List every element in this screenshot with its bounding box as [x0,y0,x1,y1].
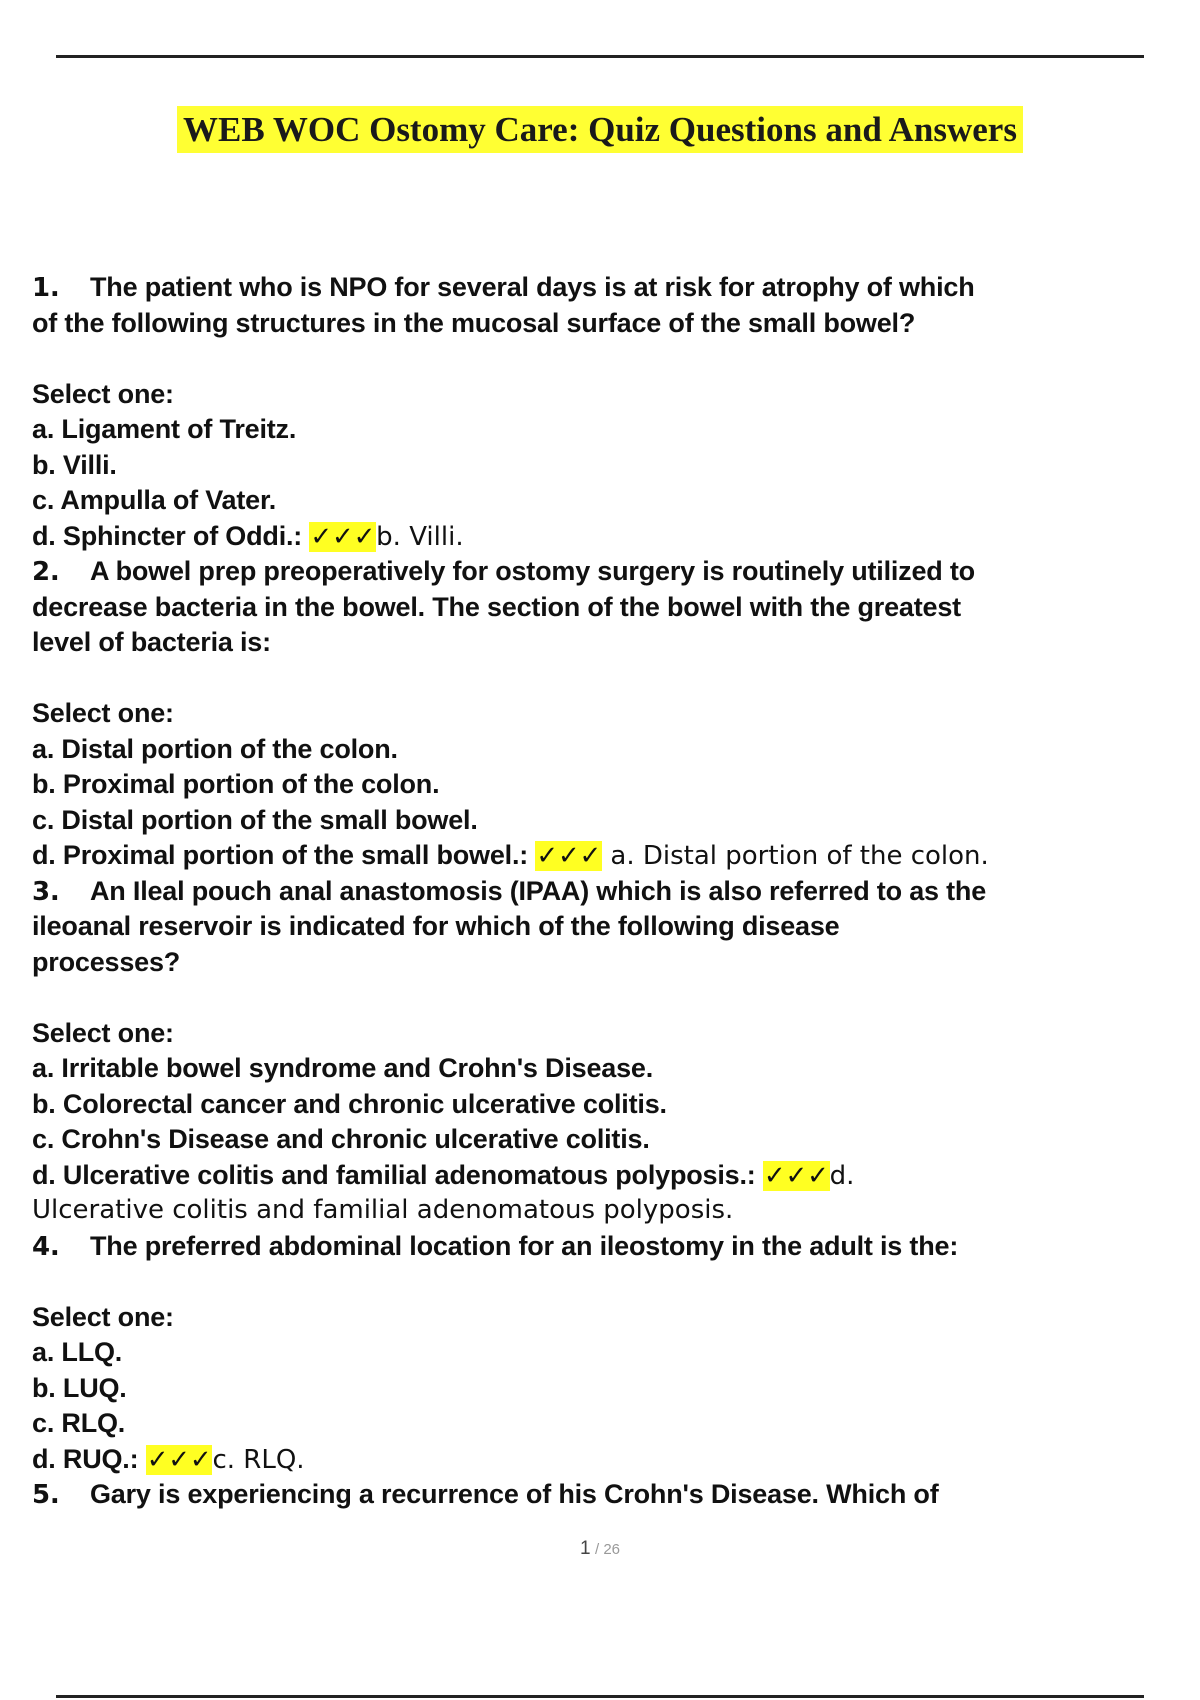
option-with-answer [32,1442,1198,1478]
option-with-answer [32,1158,1198,1194]
correct-answer: c. RLQ. [212,1444,305,1475]
current-page: 1 [579,1538,591,1559]
check-marks-icon: ✓✓✓ [146,1444,212,1475]
question-5-line [32,1477,1198,1513]
correct-answer-continued: Ulcerative colitis and familial adenomatous polyposis. [32,1195,734,1225]
select-one-label: Select one: [32,378,174,409]
question-4-line [32,1229,1198,1265]
select-one-label: Select one: [32,1301,174,1332]
option: a. Ligament of Treitz. [32,414,297,444]
spacer [32,661,1198,697]
question-number: 3. [32,876,60,907]
check-marks-icon: ✓✓✓ [763,1160,829,1191]
option: d. RUQ.: [32,1443,139,1474]
spacer [32,980,1198,1016]
option: d. Ulcerative colitis and familial adenomatous polyposis.: [32,1159,756,1190]
correct-answer: a. Distal portion of the colon. [602,841,989,871]
question-number: 4. [32,1231,60,1262]
title-container [0,108,1200,152]
spacer [32,1264,1198,1300]
question-2-line [32,554,1198,590]
question-number: 2. [32,557,60,587]
bottom-rule [56,1695,1144,1698]
question-number: 5. [32,1480,60,1510]
check-marks-icon: ✓✓✓ [310,521,376,552]
option: d. Proximal portion of the small bowel.: [32,840,529,870]
correct-answer: b. Villi. [376,521,464,552]
check-marks-icon: ✓✓✓ [536,841,602,871]
option: b. Colorectal cancer and chronic ulcerative colitis. [32,1088,667,1119]
select-one-label: Select one: [32,1017,174,1048]
option: c. Crohn's Disease and chronic ulcerative colitis. [32,1124,650,1154]
option: b. Villi. [32,449,117,480]
top-rule [56,55,1144,58]
quiz-content [32,270,1198,1513]
option: c. Ampulla of Vater. [32,485,277,515]
question-1-line [32,270,1198,306]
option: c. Distal portion of the small bowel. [32,804,478,835]
question-2-line: level of bacteria is: [32,627,271,657]
question-text: The patient who is NPO for several days is at risk for atrophy of which [90,272,975,302]
option: d. Sphincter of Oddi.: [32,520,303,551]
question-3-line: ileoanal reservoir is indicated for which of the following disease [32,911,840,941]
question-text: The preferred abdominal location for an ileostomy in the adult is the: [90,1230,959,1261]
option: c. RLQ. [32,1408,126,1438]
correct-answer: d. [829,1160,855,1191]
option: a. Irritable bowel syndrome and Crohn's Disease. [32,1053,654,1083]
document-title: WEB WOC Ostomy Care: Quiz Questions and Answers [177,106,1023,153]
option: b. Proximal portion of the colon. [32,769,440,799]
question-number: 1. [32,273,60,303]
question-3-line [32,874,1198,910]
spacer [32,341,1198,377]
option: a. LLQ. [32,1337,123,1367]
option-with-answer [32,838,1198,874]
question-2-line: decrease bacteria in the bowel. The section of the bowel with the greatest [32,591,961,622]
page-indicator [0,1538,1200,1560]
question-1-line: of the following structures in the mucosal surface of the small bowel? [32,307,916,338]
option: a. Distal portion of the colon. [32,733,398,764]
question-text: Gary is experiencing a recurrence of his Crohn's Disease. Which of [90,1479,939,1509]
question-text: A bowel prep preoperatively for ostomy surgery is routinely utilized to [90,556,975,586]
option-with-answer [32,519,1198,555]
option: b. LUQ. [32,1372,127,1403]
select-one-label: Select one: [32,698,174,728]
total-pages: / 26 [595,1541,621,1558]
question-3-line: processes? [32,946,181,977]
question-text: An Ileal pouch anal anastomosis (IPAA) which is also referred to as the [90,875,987,906]
